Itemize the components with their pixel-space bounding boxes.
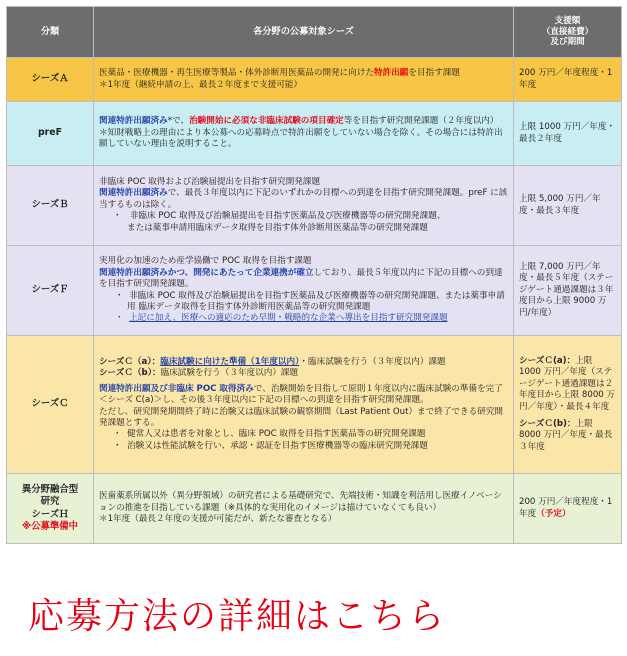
table-row-seeds-a	[7, 58, 622, 102]
highlight-blue: 関連特許出願済みかつ、開発にあたって企業連携が確立	[99, 267, 314, 278]
support-seeds-b: 上限 5,000 万円／年度・最長３年度	[514, 166, 622, 246]
label: シーズＣ（a）：	[99, 357, 161, 368]
table-row-seeds-c	[7, 336, 622, 474]
text: *で、	[167, 116, 190, 127]
note: ＊1年度（継続申請の上、最長２年度まで支援可能）	[99, 79, 303, 90]
seeds-table	[6, 6, 622, 544]
highlight-blue: 臨床試験に向けた準備（1年度以内）	[160, 357, 300, 368]
description-seeds-f	[94, 246, 514, 336]
bullet-text: 非臨床 POC 取得及び治験届提出を目指す医薬品及び医療機器等の研究開発課題、	[129, 211, 446, 222]
bullet: ・	[113, 211, 122, 222]
description-seeds-b	[94, 166, 514, 246]
note: ＊知財戦略上の理由により本公募への応募時点で特許出願をしていない場合を除く。その場合には特許出願していない理由を説明すること。	[99, 127, 503, 150]
bullet: ・	[113, 440, 122, 451]
support-seeds-f: 上限 7,000 万円／年度・最長５年度（ステージゲート通過課題は３年度目から上限 9000 万円/年度）	[514, 246, 622, 336]
highlight-red: 治験開始に必須な非臨床試験の項目確定	[189, 116, 344, 127]
highlight-blue: 関連特許出願済み	[99, 116, 168, 127]
support-pref: 上限 1000 万円／年度・最長２年度	[514, 102, 622, 166]
text: ・臨床試験を行う（３年度以内）課題	[299, 357, 446, 368]
header-support-line3: 及び期間	[550, 37, 585, 48]
bullet-text: 上記に加え、医療への適応のため早期・戦略的な企業へ導出を目指す研究開発課題	[129, 313, 448, 324]
line: ただし、研究開発期間終了時に治験又は臨床試験の観察期間（Last Patient Out）まで終了できる研究開発課題とする。	[99, 406, 504, 428]
support-seeds-h	[514, 474, 622, 544]
header-category: 分類	[7, 7, 94, 58]
header-target-seeds: 各分野の公募対象シーズ	[94, 7, 514, 58]
category-seeds-f: シーズＦ	[7, 246, 94, 336]
bullet-text: または薬事申請用臨床データ取得を目指す体外診断用医薬品等の研究開発課題	[127, 222, 428, 233]
note: ＊1年度（最長２年度の支援が可能だが、新たな審査となる）	[99, 514, 337, 525]
label: シーズＣ(b)：	[519, 418, 576, 429]
table-row-seeds-h	[7, 474, 622, 544]
line: 非臨床 POC 取得および治験届提出を目指す研究開発課題	[99, 177, 321, 188]
table-row-pref	[7, 102, 622, 166]
category-line: 研究	[40, 496, 60, 508]
line: 実用化の加速のため産学協働で POC 取得を目指す課題	[99, 256, 312, 267]
text: しており、最長５年度以内に下記の目標への到達を目指す研究開発課題。	[99, 267, 503, 290]
text: で、治験開始を目指して原則１年度以内に臨床試験の準備を完了＜シーズ C(a)＞し、その後３年度以内に下記の目標への到達を目指す研究開発課題。	[99, 383, 503, 406]
text: 上限 8000 万円／年度・最長３年度	[519, 418, 613, 452]
header-support	[514, 7, 622, 58]
support-seeds-a: 200 万円／年度程度・1 年度	[514, 58, 622, 102]
category-seeds-c: シーズＣ	[7, 336, 94, 474]
description-seeds-c	[94, 336, 514, 474]
text: 等を目指す研究開発課題（２年度以内）	[343, 116, 499, 127]
header-support-line2: （直接経費）	[541, 26, 594, 37]
description-seeds-a	[94, 58, 514, 102]
highlight-blue: 関連特許出願及び非臨床 POC 取得済み	[99, 383, 254, 394]
text: を目指す課題	[408, 68, 460, 79]
category-seeds-b: シーズＢ	[7, 166, 94, 246]
bullet-text: 健常人又は患者を対象とし、臨床 POC 取得を目指す医薬品等の研究開発課題	[127, 429, 426, 440]
table-row-seeds-b	[7, 166, 622, 246]
description-seeds-h	[94, 474, 514, 544]
text: 200 万円／年度程度・1 年度	[519, 497, 613, 519]
text: 上限 1000 万円／年度（ステージゲート通過課題は２年度目から上限 8000 万円／年度）・最長４年度	[519, 356, 616, 412]
highlight-red: （予定）	[536, 508, 571, 519]
category-line: シーズＨ	[31, 508, 69, 520]
application-details-link[interactable]: 応募方法の詳細はこちら	[28, 596, 447, 637]
bullet: ・	[113, 429, 122, 440]
line: 医歯薬系所属以外（異分野領域）の研究者による基礎研究で、先端技術・知識を利活用し医療イノベーションの推進を目指している課題（※具体的な実用化のイメージは描けていなくても良い）	[99, 491, 502, 513]
category-line: 異分野融合型	[21, 483, 79, 495]
support-seeds-c	[514, 336, 622, 474]
status-note: ※公募準備中	[22, 520, 78, 532]
description-pref	[94, 102, 514, 166]
text: 医薬品・医療機器・再生医療等製品・体外診断用医薬品の開発に向けた	[99, 68, 375, 79]
text: で、最長３年度以内に下記のいずれかの目標への到達を目指す研究開発課題。preF に該当するものは除く。	[99, 188, 508, 210]
bullet: ・	[115, 313, 124, 324]
category-seeds-a: シーズＡ	[7, 58, 94, 102]
bullet-text: 治験又は性能試験を行い、承認・認証を目指す医療機器等の臨床研究開発課題	[127, 440, 428, 451]
bullet: ・	[115, 290, 124, 301]
text: 臨床試験を行う（３年度以内）課題	[160, 368, 299, 379]
label: シーズＣ(a)：	[519, 356, 576, 367]
label: シーズＣ（b）：	[99, 368, 161, 379]
table-header-row	[7, 7, 622, 58]
highlight-patent: 特許出願	[374, 68, 409, 79]
bullet-text: 非臨床 POC 取得及び治験届提出を目指す医薬品及び医療機器等の研究開発課題、または薬事申請用 臨床データ取得を目指す体外診断用医薬品等の研究開発課題	[127, 290, 505, 312]
highlight-blue: 関連特許出願済み	[99, 188, 168, 199]
category-pref: preF	[7, 102, 94, 166]
category-seeds-h	[7, 474, 94, 544]
header-support-line1: 支援額	[554, 15, 581, 26]
table-row-seeds-f	[7, 246, 622, 336]
